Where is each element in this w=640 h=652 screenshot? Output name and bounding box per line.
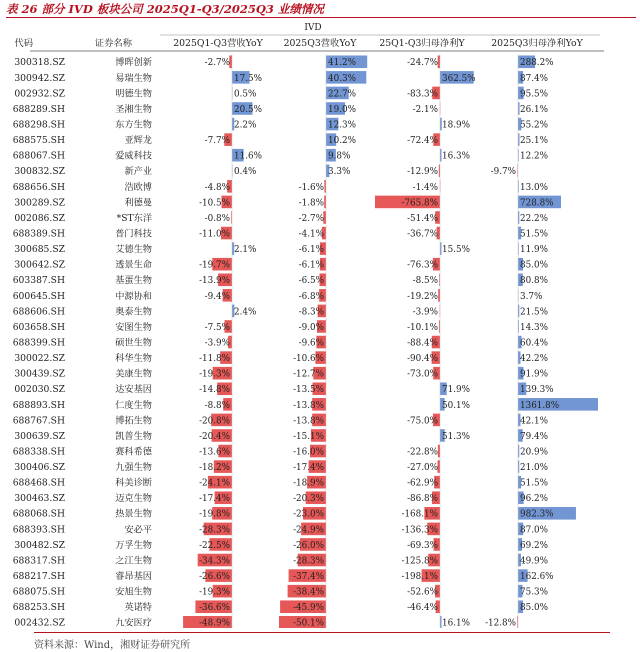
row-code: 688217.SH xyxy=(12,571,65,583)
cell-value: 288.2% xyxy=(520,58,554,69)
cell-value: 42.1% xyxy=(520,416,548,427)
row-code: 300639.SZ xyxy=(14,430,65,442)
row-code: 688893.SH xyxy=(12,399,65,411)
row-name: 博拓生物 xyxy=(115,415,152,427)
cell-value: -1.4% xyxy=(412,182,438,193)
cell-value: -13.9% xyxy=(199,276,230,287)
source-rule xyxy=(34,632,610,633)
cell-value: 2.4% xyxy=(234,307,257,318)
data-bar xyxy=(438,445,440,458)
cell-value: -28.3% xyxy=(199,525,230,536)
cell-value: 982.3% xyxy=(520,509,554,520)
cell-value: 26.1% xyxy=(520,104,548,115)
row-code: 603658.SH xyxy=(12,321,65,333)
cell-value: -34.3% xyxy=(199,556,230,567)
cell-value: 91.9% xyxy=(520,369,548,380)
cell-value: -24.1% xyxy=(199,478,230,489)
cell-value: 3.7% xyxy=(520,291,543,302)
row-name: 明德生物 xyxy=(115,88,152,100)
cell-value: -6.8% xyxy=(298,291,324,302)
cell-value: 71.9% xyxy=(442,385,470,396)
cell-value: 25.1% xyxy=(520,136,548,147)
cell-value: 49.9% xyxy=(520,556,548,567)
cell-value: -8.3% xyxy=(298,307,324,318)
cell-value: 11.6% xyxy=(234,151,262,162)
cell-value: 87.4% xyxy=(520,73,548,84)
row-name: 东方生物 xyxy=(115,119,152,131)
row-code: 300022.SZ xyxy=(14,353,65,365)
cell-value: -9.6% xyxy=(298,338,324,349)
column-header-3: 2025Q3营收YoY xyxy=(283,38,357,49)
cell-value: -4.1% xyxy=(298,229,324,240)
row-name: 热景生物 xyxy=(115,508,152,520)
row-code: 688067.SH xyxy=(12,150,65,162)
row-code: 600645.SH xyxy=(12,290,65,302)
cell-value: -90.4% xyxy=(407,354,438,365)
cell-value: -73.0% xyxy=(407,369,438,380)
cell-value: 21.0% xyxy=(520,463,548,474)
cell-value: -62.9% xyxy=(407,478,438,489)
row-name: 之江生物 xyxy=(115,555,152,567)
row-name: 凯普生物 xyxy=(115,430,152,442)
row-code: 002030.SZ xyxy=(14,384,65,396)
row-code: 688575.SH xyxy=(12,135,65,147)
table-title: 表 26 部分 IVD 板块公司 2025Q1-Q3/2025Q3 业绩情况 xyxy=(6,2,324,16)
group-header: IVD xyxy=(304,23,322,33)
cell-value: 22.7% xyxy=(328,89,356,100)
cell-value: 12.3% xyxy=(328,120,356,131)
row-name: 九强生物 xyxy=(115,462,152,474)
cell-value: -22.5% xyxy=(199,540,230,551)
row-code: 688606.SH xyxy=(12,306,65,318)
row-name: 睿昂基因 xyxy=(115,571,152,583)
cell-value: 50.1% xyxy=(442,400,470,411)
row-code: 002432.SZ xyxy=(14,617,65,628)
cell-value: -1.6% xyxy=(298,182,324,193)
cell-value: -11.8% xyxy=(199,354,230,365)
row-code: 300406.SZ xyxy=(14,462,65,474)
cell-value: -8.8% xyxy=(204,400,230,411)
row-name: 赛科希德 xyxy=(115,446,152,458)
cell-value: -37.4% xyxy=(293,572,324,583)
cell-value: -26.0% xyxy=(293,540,324,551)
cell-value: 21.5% xyxy=(520,307,548,318)
cell-value: -75.0% xyxy=(407,416,438,427)
cell-value: 79.4% xyxy=(520,431,548,442)
row-name: 万孚生物 xyxy=(115,539,152,551)
row-code: 688075.SH xyxy=(12,586,65,598)
row-code: 300685.SZ xyxy=(14,244,65,256)
cell-value: 75.3% xyxy=(520,587,548,598)
row-name: 科美诊断 xyxy=(115,477,152,489)
cell-value: -18.2% xyxy=(199,463,230,474)
cell-value: -48.9% xyxy=(199,618,230,628)
cell-value: 87.0% xyxy=(520,525,548,536)
cell-value: 95.5% xyxy=(520,89,548,100)
row-code: 300439.SZ xyxy=(14,368,65,380)
row-name: 利德曼 xyxy=(124,197,152,209)
row-code: 688468.SH xyxy=(12,477,65,489)
cell-value: -46.4% xyxy=(407,603,438,614)
cell-value: -9.4% xyxy=(204,291,230,302)
row-code: 300318.SZ xyxy=(14,57,65,69)
cell-value: 40.3% xyxy=(328,73,356,84)
cell-value: 42.2% xyxy=(520,354,548,365)
cell-value: -51.4% xyxy=(407,213,438,224)
cell-value: 20.5% xyxy=(234,104,262,115)
source-note: 资料来源：Wind，湘财证券研究所 xyxy=(34,640,191,651)
cell-value: -6.5% xyxy=(298,276,324,287)
cell-value: 362.5% xyxy=(442,73,476,84)
row-name: 美康生物 xyxy=(115,368,152,380)
cell-value: -198.1% xyxy=(401,572,438,583)
data-bar xyxy=(324,196,326,209)
cell-value: 11.9% xyxy=(520,245,548,256)
cell-value: 55.2% xyxy=(520,120,548,131)
cell-value: -136.3% xyxy=(401,525,438,536)
cell-value: -36.6% xyxy=(199,603,230,614)
cell-value: 14.3% xyxy=(520,322,548,333)
row-code: 300289.SZ xyxy=(14,197,65,209)
cell-value: -1.8% xyxy=(298,198,324,209)
row-name: *ST东洋 xyxy=(116,212,152,224)
cell-value: 9.8% xyxy=(328,151,351,162)
cell-value: -14.8% xyxy=(199,385,230,396)
cell-value: -27.0% xyxy=(407,463,438,474)
column-header-5: 2025Q3归母净利YoY xyxy=(491,38,583,49)
row-code: 300942.SZ xyxy=(14,72,65,84)
row-name: 博晖创新 xyxy=(115,57,152,69)
cell-value: -20.4% xyxy=(199,431,230,442)
cell-value: -13.6% xyxy=(199,447,230,458)
cell-value: -52.6% xyxy=(407,587,438,598)
row-name: 达安基因 xyxy=(115,384,152,396)
row-name: 艾德生物 xyxy=(115,244,152,256)
cell-value: -6.1% xyxy=(298,245,324,256)
cell-value: 0.5% xyxy=(234,89,257,100)
cell-value: -168.1% xyxy=(401,509,438,520)
cell-value: -4.8% xyxy=(204,182,230,193)
row-code: 688389.SH xyxy=(12,228,65,240)
cell-value: -17.4% xyxy=(199,494,230,505)
row-name: 奥泰生物 xyxy=(115,306,152,318)
cell-value: 69.2% xyxy=(520,540,548,551)
row-code: 603387.SH xyxy=(12,275,65,287)
cell-value: -6.1% xyxy=(298,260,324,271)
cell-value: -72.4% xyxy=(407,136,438,147)
cell-value: -18.9% xyxy=(293,478,324,489)
cell-value: 2.2% xyxy=(234,120,257,131)
cell-value: -10.6% xyxy=(293,354,324,365)
cell-value: 19.0% xyxy=(328,104,356,115)
cell-value: -24.9% xyxy=(293,525,324,536)
cell-value: -2.7% xyxy=(204,58,230,69)
cell-value: -19.8% xyxy=(199,509,230,520)
cell-value: -36.7% xyxy=(407,229,438,240)
cell-value: -7.5% xyxy=(204,322,230,333)
cell-value: -83.3% xyxy=(407,89,438,100)
cell-value: 60.4% xyxy=(520,338,548,349)
cell-value: 17.5% xyxy=(234,73,262,84)
cell-value: 20.9% xyxy=(520,447,548,458)
cell-value: 15.5% xyxy=(442,245,470,256)
row-name: 浩欧博 xyxy=(124,181,152,193)
row-code: 688289.SH xyxy=(12,103,65,115)
row-name: 易瑞生物 xyxy=(115,72,152,84)
row-code: 688767.SH xyxy=(12,415,65,427)
cell-value: -12.7% xyxy=(293,369,324,380)
cell-value: -19.3% xyxy=(199,369,230,380)
cell-value: -20.8% xyxy=(199,416,230,427)
row-name: 普门科技 xyxy=(115,228,152,240)
row-name: 安必平 xyxy=(124,524,152,536)
cell-value: -9.7% xyxy=(490,167,516,178)
cell-value: 162.6% xyxy=(520,572,554,583)
cell-value: -13.8% xyxy=(293,400,324,411)
row-name: 安旭生物 xyxy=(115,586,152,598)
row-name: 基蛋生物 xyxy=(115,275,152,287)
cell-value: -23.0% xyxy=(293,509,324,520)
row-name: 九安医疗 xyxy=(115,617,152,628)
row-code: 688338.SH xyxy=(12,446,65,458)
data-bar xyxy=(438,56,440,69)
cell-value: -28.3% xyxy=(293,556,324,567)
cell-value: 728.8% xyxy=(520,198,554,209)
cell-value: 1361.8% xyxy=(520,400,560,411)
cell-value: -10.5% xyxy=(199,198,230,209)
column-header-2: 2025Q1-Q3营收YoY xyxy=(173,38,263,49)
cell-value: -19.2% xyxy=(407,291,438,302)
ivd-performance-table xyxy=(0,18,640,628)
cell-value: -22.8% xyxy=(407,447,438,458)
cell-value: -0.8% xyxy=(204,213,230,224)
row-name: 亚辉龙 xyxy=(124,135,152,147)
cell-value: -9.0% xyxy=(298,322,324,333)
row-code: 688393.SH xyxy=(12,524,65,536)
cell-value: -3.9% xyxy=(204,338,230,349)
cell-value: -8.5% xyxy=(412,276,438,287)
cell-value: -2.7% xyxy=(298,213,324,224)
cell-value: -2.1% xyxy=(412,104,438,115)
row-name: 中源协和 xyxy=(115,290,152,302)
cell-value: 51.5% xyxy=(520,229,548,240)
cell-value: -765.8% xyxy=(401,198,438,209)
cell-value: 85.0% xyxy=(520,260,548,271)
cell-value: 2.1% xyxy=(234,245,257,256)
row-name: 英诺特 xyxy=(124,602,152,614)
cell-value: -69.3% xyxy=(407,540,438,551)
row-name: 科华生物 xyxy=(115,353,152,365)
cell-value: 16.3% xyxy=(442,151,470,162)
cell-value: 41.2% xyxy=(328,58,356,69)
cell-value: 51.5% xyxy=(520,478,548,489)
cell-value: 0.4% xyxy=(234,167,257,178)
cell-value: -10.1% xyxy=(407,322,438,333)
row-name: 仁度生物 xyxy=(115,399,152,411)
cell-value: 16.1% xyxy=(442,618,470,628)
cell-value: -88.4% xyxy=(407,338,438,349)
cell-value: -3.9% xyxy=(412,307,438,318)
cell-value: 3.3% xyxy=(328,167,351,178)
cell-value: -15.1% xyxy=(293,431,324,442)
cell-value: -125.8% xyxy=(401,556,438,567)
row-code: 688068.SH xyxy=(12,508,65,520)
cell-value: -19.3% xyxy=(199,587,230,598)
row-name: 爱威科技 xyxy=(115,150,152,162)
cell-value: -11.0% xyxy=(199,229,230,240)
row-name: 安图生物 xyxy=(115,321,152,333)
row-name: 硕世生物 xyxy=(115,337,152,349)
cell-value: 12.2% xyxy=(520,151,548,162)
column-header-4: 25Q1-Q3归母净利Y xyxy=(379,38,465,49)
cell-value: 96.2% xyxy=(520,494,548,505)
cell-value: -86.8% xyxy=(407,494,438,505)
cell-value: 22.2% xyxy=(520,213,548,224)
row-code: 688253.SH xyxy=(12,602,65,614)
row-code: 688317.SH xyxy=(12,555,65,567)
cell-value: -45.9% xyxy=(293,603,324,614)
cell-value: -13.8% xyxy=(293,416,324,427)
cell-value: -26.6% xyxy=(199,572,230,583)
cell-value: 18.9% xyxy=(442,120,470,131)
cell-value: -76.3% xyxy=(407,260,438,271)
cell-value: 13.0% xyxy=(520,182,548,193)
cell-value: -50.1% xyxy=(293,618,324,628)
cell-value: -7.7% xyxy=(204,136,230,147)
cell-value: 139.3% xyxy=(520,385,554,396)
row-code: 002086.SZ xyxy=(14,212,65,224)
row-code: 688399.SH xyxy=(12,337,65,349)
cell-value: -20.3% xyxy=(293,494,324,505)
cell-value: -12.8% xyxy=(485,618,516,628)
cell-value: 80.8% xyxy=(520,276,548,287)
column-header-0: 代码 xyxy=(14,38,33,49)
cell-value: -38.4% xyxy=(293,587,324,598)
row-name: 圣湘生物 xyxy=(115,103,152,115)
cell-value: -24.7% xyxy=(407,58,438,69)
row-code: 002932.SZ xyxy=(14,88,65,100)
cell-value: 10.2% xyxy=(328,136,356,147)
cell-value: -16.0% xyxy=(293,447,324,458)
data-bar xyxy=(438,289,440,302)
cell-value: 85.0% xyxy=(520,603,548,614)
cell-value: -17.4% xyxy=(293,463,324,474)
row-name: 透景生命 xyxy=(115,259,152,271)
row-name: 新产业 xyxy=(124,166,152,178)
cell-value: -19.7% xyxy=(199,260,230,271)
row-code: 300832.SZ xyxy=(14,166,65,178)
row-code: 300642.SZ xyxy=(14,259,65,271)
row-code: 688298.SH xyxy=(12,119,65,131)
row-code: 300463.SZ xyxy=(14,493,65,505)
row-name: 迈克生物 xyxy=(115,493,152,505)
row-code: 688656.SH xyxy=(12,181,65,193)
column-header-1: 证券名称 xyxy=(94,38,132,49)
row-code: 300482.SZ xyxy=(14,539,65,551)
cell-value: 51.3% xyxy=(442,431,470,442)
cell-value: -12.9% xyxy=(407,167,438,178)
cell-value: -13.5% xyxy=(293,385,324,396)
